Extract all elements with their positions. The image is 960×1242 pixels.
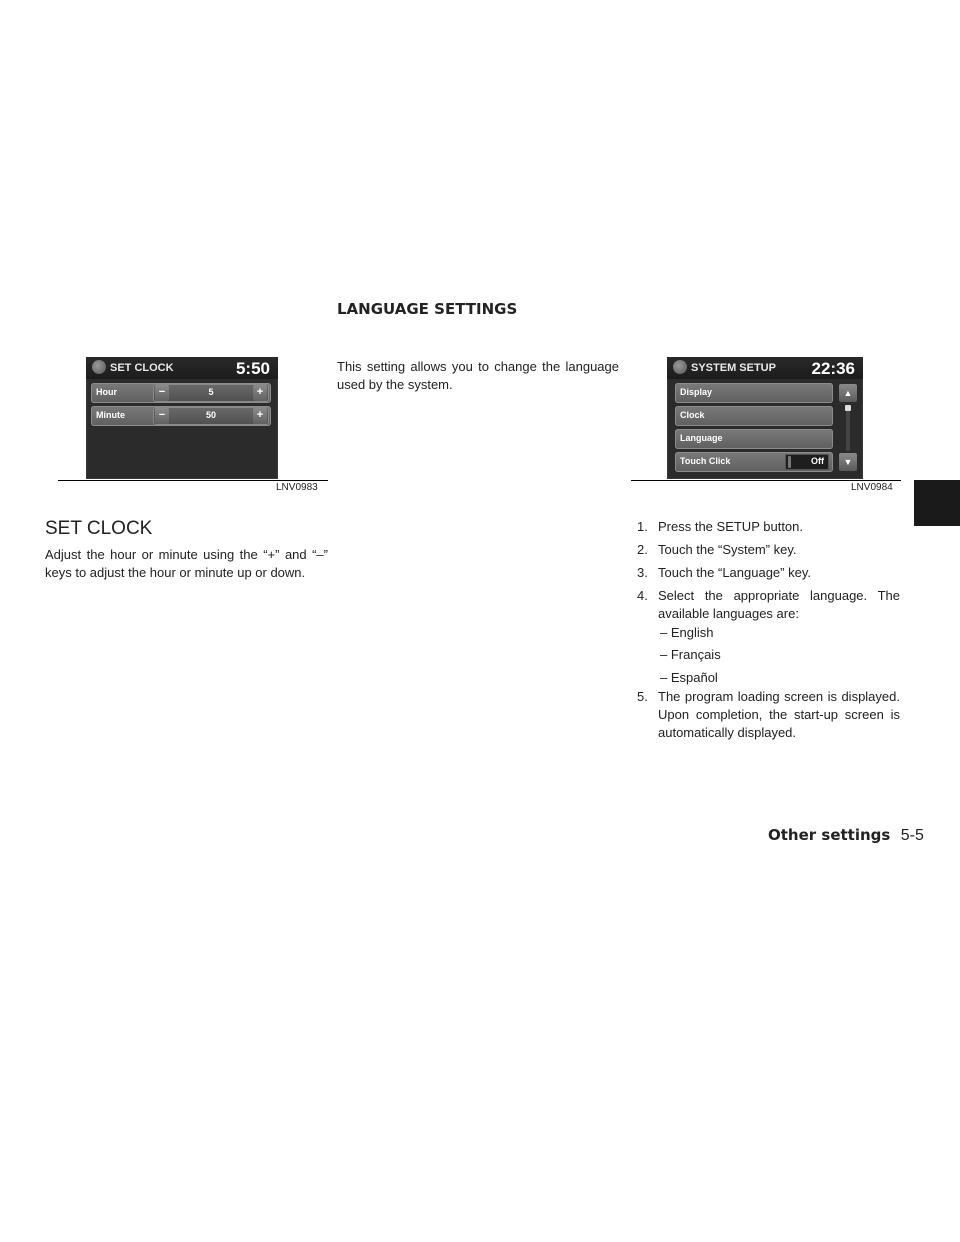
step-item: [637, 541, 900, 559]
step-item: [637, 587, 900, 623]
screen-time: 22:36: [811, 359, 855, 378]
screen-time: 5:50: [235, 359, 270, 378]
minute-label: Minute: [96, 410, 125, 420]
step-text: Touch the “System” key.: [658, 542, 797, 557]
step-number: 4.: [637, 588, 648, 603]
scrollbar-track[interactable]: [846, 405, 850, 451]
logo-icon: [92, 360, 106, 374]
step-number: 1.: [637, 519, 648, 534]
step-number: 2.: [637, 542, 648, 557]
set-clock-body: Adjust the hour or minute using the “+” and “–” keys to adjust the hour or minute up or down.: [45, 547, 328, 580]
menu-item-label: Display: [680, 387, 713, 397]
page-number: 5-5: [900, 827, 924, 844]
menu-item-language[interactable]: [675, 429, 833, 449]
hour-row[interactable]: [91, 383, 271, 403]
menu-item-label: Touch Click: [680, 456, 731, 466]
touch-click-toggle[interactable]: [785, 454, 829, 470]
step-text: Press the SETUP button.: [658, 519, 803, 534]
screen-header: [667, 357, 863, 379]
minute-row[interactable]: [91, 406, 271, 426]
language-option: – English: [660, 625, 714, 640]
step-text: Touch the “Language” key.: [658, 565, 811, 580]
figure-rule-right: [631, 480, 901, 481]
minute-minus-button[interactable]: −: [155, 408, 169, 424]
figure-caption-left: LNV0983: [276, 482, 318, 493]
set-clock-heading: SET CLOCK: [45, 518, 153, 539]
minute-stepper[interactable]: [153, 407, 269, 425]
hour-label: Hour: [96, 387, 117, 397]
screen-title: SET CLOCK: [110, 362, 174, 374]
menu-item-display[interactable]: [675, 383, 833, 403]
step-item: [637, 564, 900, 582]
footer-section-title: Other settings: [768, 826, 891, 844]
hour-stepper[interactable]: [153, 384, 269, 402]
system-setup-screenshot: [667, 357, 863, 479]
language-option: – Español: [660, 670, 718, 685]
scroll-up-icon[interactable]: ▲: [839, 384, 857, 402]
scroll-down-icon[interactable]: ▼: [839, 453, 857, 471]
set-clock-screenshot: [86, 357, 278, 479]
menu-item-label: Clock: [680, 410, 705, 420]
screen-title: SYSTEM SETUP: [691, 362, 776, 374]
step-number: 5.: [637, 689, 648, 704]
step-text: The program loading screen is displayed. Upon completion, the start-up screen is automatically displayed.: [658, 689, 900, 740]
minute-plus-button[interactable]: +: [253, 408, 267, 424]
step-text: Select the appropriate language. The available languages are:: [658, 588, 900, 621]
toggle-value: Off: [811, 456, 824, 466]
hour-minus-button[interactable]: −: [155, 385, 169, 401]
logo-icon: [673, 360, 687, 374]
step-number: 3.: [637, 565, 648, 580]
scrollbar-thumb[interactable]: [845, 405, 851, 411]
language-settings-heading: LANGUAGE SETTINGS: [337, 300, 518, 318]
menu-item-touch-click[interactable]: [675, 452, 833, 472]
figure-rule-left: [58, 480, 328, 481]
figure-caption-right: LNV0984: [851, 482, 893, 493]
minute-value: 50: [205, 410, 216, 420]
language-option: – Français: [660, 647, 721, 662]
chapter-tab: [914, 480, 960, 526]
screen-header: [86, 357, 278, 379]
language-intro: This setting allows you to change the language used by the system.: [337, 359, 619, 392]
step-item: [637, 688, 900, 742]
hour-plus-button[interactable]: +: [253, 385, 267, 401]
hour-value: 5: [208, 387, 214, 397]
page-footer: [768, 826, 924, 845]
menu-item-label: Language: [680, 433, 723, 443]
toggle-knob: [788, 456, 791, 468]
step-item: [637, 518, 900, 536]
menu-item-clock[interactable]: [675, 406, 833, 426]
